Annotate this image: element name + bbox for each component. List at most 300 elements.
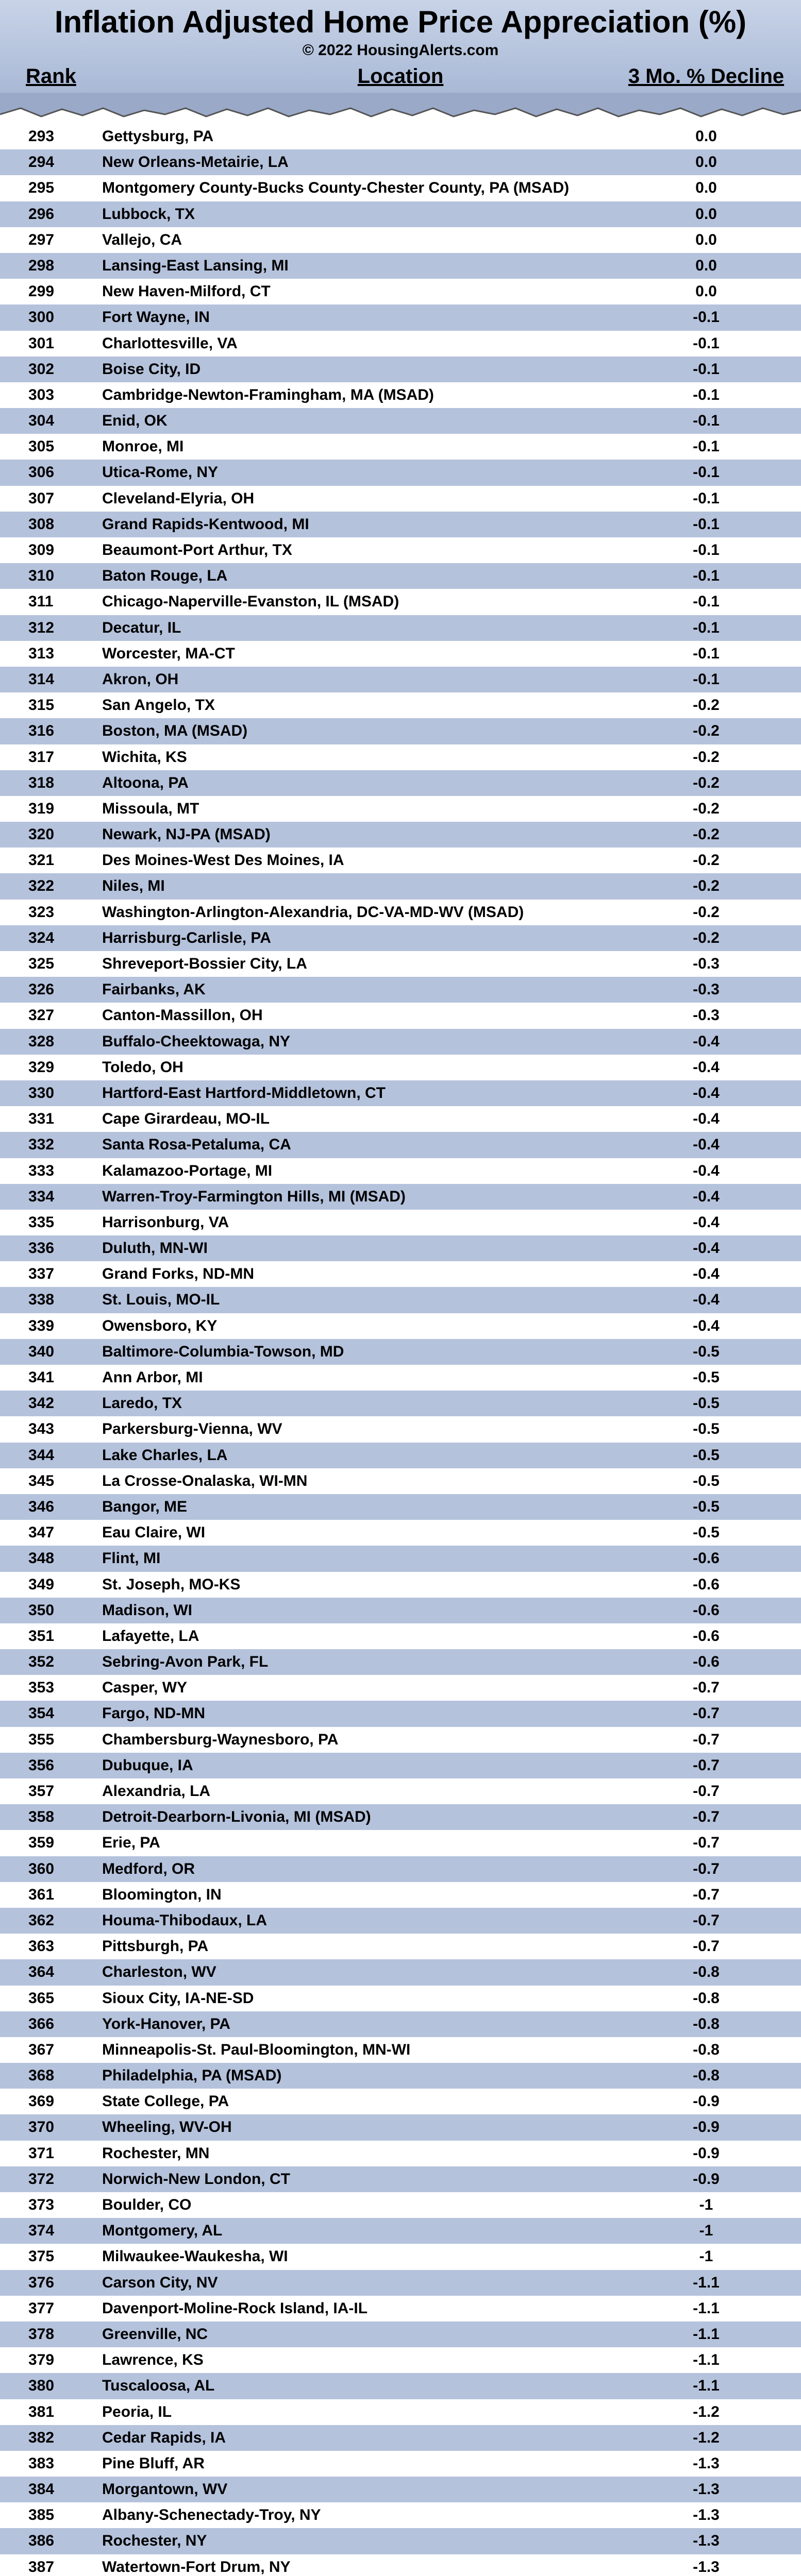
decline-value-cell: -0.1: [693, 360, 720, 378]
location-cell: Lake Charles, LA: [102, 1446, 228, 1464]
rank-cell: 297: [28, 231, 55, 248]
location-cell: Cambridge-Newton-Framingham, MA (MSAD): [102, 386, 434, 403]
table-row: [0, 2244, 801, 2269]
decline-value-cell: -0.2: [693, 877, 720, 895]
rank-cell: 342: [28, 1395, 55, 1412]
location-cell: Flint, MI: [102, 1550, 161, 1567]
location-cell: Milwaukee-Waukesha, WI: [102, 2248, 288, 2265]
rank-cell: 320: [28, 826, 55, 843]
decline-value-cell: -1: [699, 2248, 713, 2265]
table-row: [0, 1856, 801, 1882]
location-cell: New Haven-Milford, CT: [102, 283, 271, 300]
table-row: [0, 357, 801, 382]
table-row: [0, 124, 801, 149]
location-cell: Beaumont-Port Arthur, TX: [102, 541, 292, 558]
rank-cell: 321: [28, 852, 55, 869]
location-cell: Baton Rouge, LA: [102, 567, 228, 585]
decline-value-cell: -1: [699, 2222, 713, 2240]
rank-cell: 356: [28, 1756, 55, 1774]
rank-cell: 319: [28, 800, 55, 817]
decline-value-cell: -0.6: [693, 1601, 720, 1619]
rank-cell: 347: [28, 1524, 55, 1541]
location-cell: Niles, MI: [102, 877, 165, 895]
decline-value-cell: -0.7: [693, 1679, 720, 1697]
location-cell: Worcester, MA-CT: [102, 645, 235, 662]
table-row: [0, 1416, 801, 1442]
location-cell: Watertown-Fort Drum, NY: [102, 2558, 291, 2575]
decline-value-cell: -1.3: [693, 2558, 720, 2575]
location-cell: Monroe, MI: [102, 438, 184, 455]
rank-cell: 373: [28, 2196, 55, 2213]
table-row: [0, 279, 801, 304]
rank-cell: 340: [28, 1343, 55, 1360]
rank-cell: 360: [28, 1860, 55, 1877]
rank-cell: 377: [28, 2299, 55, 2317]
table-row: [0, 1727, 801, 1753]
decline-value-cell: -0.2: [693, 852, 720, 869]
decline-value-cell: -0.2: [693, 826, 720, 843]
rank-cell: 371: [28, 2144, 55, 2162]
decline-value-cell: 0.0: [695, 283, 717, 300]
table-row: [0, 1210, 801, 1235]
rank-cell: 341: [28, 1369, 55, 1386]
table-row: [0, 1443, 801, 1468]
decline-value-cell: -0.8: [693, 1989, 720, 2007]
rank-cell: 324: [28, 929, 55, 946]
decline-value-cell: -1.3: [693, 2454, 720, 2472]
rank-cell: 295: [28, 179, 55, 197]
table-row: [0, 1494, 801, 1520]
decline-value-cell: -0.7: [693, 1783, 720, 1800]
decline-value-cell: -0.1: [693, 619, 720, 636]
rank-cell: 304: [28, 412, 55, 430]
location-cell: Akron, OH: [102, 670, 179, 688]
location-cell: Missoula, MT: [102, 800, 199, 817]
location-cell: Des Moines-West Des Moines, IA: [102, 852, 344, 869]
table-row: [0, 1003, 801, 1028]
table-row: [0, 434, 801, 460]
location-cell: Harrisonburg, VA: [102, 1213, 229, 1231]
decline-value-cell: -0.7: [693, 1756, 720, 1774]
table-row: [0, 1598, 801, 1623]
rank-cell: 315: [28, 697, 55, 714]
rank-cell: 325: [28, 955, 55, 972]
location-cell: Cleveland-Elyria, OH: [102, 489, 255, 507]
table-row: [0, 589, 801, 615]
table-row: [0, 1029, 801, 1055]
decline-value-cell: -0.4: [693, 1084, 720, 1101]
table-row: [0, 2554, 801, 2576]
table-row: [0, 1468, 801, 1494]
rank-cell: 334: [28, 1188, 55, 1205]
location-cell: Davenport-Moline-Rock Island, IA-IL: [102, 2299, 368, 2317]
rank-cell: 328: [28, 1032, 55, 1050]
table-row: [0, 1778, 801, 1804]
rank-cell: 335: [28, 1213, 55, 1231]
decline-value-cell: -0.7: [693, 1911, 720, 1929]
location-cell: Warren-Troy-Farmington Hills, MI (MSAD): [102, 1188, 406, 1205]
table-row: [0, 2373, 801, 2399]
table-row: [0, 2218, 801, 2244]
location-cell: Casper, WY: [102, 1679, 188, 1697]
table-row: [0, 2089, 801, 2114]
location-cell: Toledo, OH: [102, 1058, 183, 1076]
location-cell: Duluth, MN-WI: [102, 1240, 208, 1257]
rank-cell: 355: [28, 1731, 55, 1748]
table-row: [0, 2477, 801, 2502]
rank-cell: 294: [28, 154, 55, 171]
rank-cell: 375: [28, 2248, 55, 2265]
rank-cell: 381: [28, 2403, 55, 2420]
rank-cell: 323: [28, 903, 55, 921]
rank-cell: 331: [28, 1110, 55, 1128]
rank-cell: 369: [28, 2093, 55, 2110]
table-row: [0, 2114, 801, 2140]
table-row: [0, 692, 801, 718]
location-cell: Cedar Rapids, IA: [102, 2429, 226, 2446]
decline-value-cell: -1.2: [693, 2403, 720, 2420]
rank-cell: 329: [28, 1058, 55, 1076]
table-row: [0, 822, 801, 848]
table-row: [0, 1908, 801, 1934]
location-cell: Vallejo, CA: [102, 231, 182, 248]
table-row: [0, 1106, 801, 1132]
location-cell: Ann Arbor, MI: [102, 1369, 203, 1386]
decline-value-cell: -0.2: [693, 722, 720, 740]
rank-cell: 293: [28, 128, 55, 145]
decline-value-cell: -0.1: [693, 386, 720, 403]
location-cell: Carson City, NV: [102, 2274, 218, 2291]
decline-value-cell: -0.1: [693, 593, 720, 611]
decline-value-cell: -0.6: [693, 1627, 720, 1645]
table-row: [0, 667, 801, 692]
table-row: [0, 1546, 801, 1571]
location-cell: Laredo, TX: [102, 1395, 182, 1412]
decline-value-cell: -0.6: [693, 1550, 720, 1567]
table-row: [0, 1753, 801, 1778]
rank-cell: 364: [28, 1963, 55, 1981]
torn-edge-divider: [0, 93, 801, 124]
decline-value-cell: -0.1: [693, 309, 720, 326]
rank-cell: 299: [28, 283, 55, 300]
location-cell: Pittsburgh, PA: [102, 1938, 209, 1955]
location-cell: Pine Bluff, AR: [102, 2454, 205, 2472]
decline-value-cell: -0.8: [693, 1963, 720, 1981]
location-cell: Albany-Schenectady-Troy, NY: [102, 2506, 321, 2524]
decline-value-cell: -0.1: [693, 541, 720, 558]
rank-cell: 330: [28, 1084, 55, 1101]
location-cell: Baltimore-Columbia-Towson, MD: [102, 1343, 344, 1360]
location-cell: Utica-Rome, NY: [102, 464, 219, 481]
rank-cell: 345: [28, 1472, 55, 1489]
rank-cell: 365: [28, 1989, 55, 2007]
page-title: Inflation Adjusted Home Price Appreciation (%): [54, 5, 747, 39]
table-row: [0, 2037, 801, 2063]
rank-cell: 382: [28, 2429, 55, 2446]
decline-value-cell: -0.7: [693, 1705, 720, 1722]
location-cell: Lafayette, LA: [102, 1627, 199, 1645]
decline-value-cell: -0.7: [693, 1808, 720, 1826]
table-row: [0, 1261, 801, 1287]
table-row: [0, 537, 801, 563]
decline-value-cell: -0.8: [693, 2015, 720, 2032]
rank-cell: 362: [28, 1911, 55, 1929]
rank-cell: 308: [28, 515, 55, 533]
rank-cell: 310: [28, 567, 55, 585]
location-cell: Newark, NJ-PA (MSAD): [102, 826, 271, 843]
table-row: [0, 1184, 801, 1210]
decline-value-cell: -0.4: [693, 1162, 720, 1179]
table-row: [0, 201, 801, 227]
rank-cell: 311: [28, 593, 54, 611]
decline-value-cell: -0.5: [693, 1472, 720, 1489]
table-row: [0, 925, 801, 951]
decline-value-cell: -0.1: [693, 464, 720, 481]
rank-cell: 309: [28, 541, 55, 558]
location-cell: Morgantown, WV: [102, 2481, 228, 2498]
table-row: [0, 2166, 801, 2192]
table-row: [0, 563, 801, 589]
decline-value-cell: -0.2: [693, 748, 720, 766]
table-row: [0, 1132, 801, 1158]
decline-value-cell: -0.5: [693, 1369, 720, 1386]
rank-cell: 383: [28, 2454, 55, 2472]
location-cell: Montgomery County-Bucks County-Chester County, PA (MSAD): [102, 179, 570, 197]
table-row: [0, 1649, 801, 1675]
rank-cell: 361: [28, 1886, 55, 1903]
location-cell: Buffalo-Cheektowaga, NY: [102, 1032, 291, 1050]
location-cell: Tuscaloosa, AL: [102, 2377, 215, 2395]
rank-cell: 363: [28, 1938, 55, 1955]
rank-cell: 349: [28, 1575, 55, 1593]
decline-value-cell: -0.1: [693, 670, 720, 688]
table-row: [0, 2425, 801, 2451]
table-row: [0, 2451, 801, 2477]
location-cell: Dubuque, IA: [102, 1756, 193, 1774]
table-row: [0, 2528, 801, 2554]
location-cell: Chicago-Naperville-Evanston, IL (MSAD): [102, 593, 399, 611]
table-row: [0, 1882, 801, 1908]
location-cell: St. Joseph, MO-KS: [102, 1575, 241, 1593]
table-row: [0, 2063, 801, 2089]
rank-cell: 346: [28, 1498, 55, 1515]
rank-cell: 357: [28, 1783, 55, 1800]
rank-cell: 301: [28, 334, 55, 352]
copyright-notice: © 2022 HousingAlerts.com: [302, 42, 499, 59]
location-cell: Canton-Massillon, OH: [102, 1007, 263, 1024]
rank-cell: 372: [28, 2170, 55, 2188]
table-row: [0, 1080, 801, 1106]
rank-cell: 385: [28, 2506, 55, 2524]
location-cell: Cape Girardeau, MO-IL: [102, 1110, 270, 1128]
decline-value-cell: -0.4: [693, 1110, 720, 1128]
rank-cell: 307: [28, 489, 55, 507]
decline-value-cell: 0.0: [695, 179, 717, 197]
table-row: [0, 1830, 801, 1856]
decline-value-cell: -0.1: [693, 412, 720, 430]
rank-cell: 350: [28, 1601, 55, 1619]
location-cell: Harrisburg-Carlisle, PA: [102, 929, 271, 946]
table-row: [0, 1520, 801, 1546]
rank-cell: 366: [28, 2015, 55, 2032]
rank-cell: 338: [28, 1291, 55, 1309]
location-cell: Greenville, NC: [102, 2325, 208, 2343]
decline-value-cell: -0.4: [693, 1317, 720, 1334]
rank-cell: 306: [28, 464, 55, 481]
decline-value-cell: -0.7: [693, 1834, 720, 1852]
table-row: [0, 2192, 801, 2218]
rank-cell: 353: [28, 1679, 55, 1697]
rank-cell: 359: [28, 1834, 55, 1852]
decline-value-cell: -0.2: [693, 929, 720, 946]
decline-value-cell: -0.4: [693, 1136, 720, 1154]
rank-cell: 348: [28, 1550, 55, 1567]
table-row: [0, 1055, 801, 1080]
location-cell: Detroit-Dearborn-Livonia, MI (MSAD): [102, 1808, 371, 1826]
decline-value-cell: -1.1: [693, 2299, 720, 2317]
location-cell: Bloomington, IN: [102, 1886, 222, 1903]
decline-value-cell: -0.5: [693, 1498, 720, 1515]
table-row: [0, 2399, 801, 2425]
table-row: [0, 1158, 801, 1184]
rank-cell: 370: [28, 2119, 55, 2136]
rank-cell: 314: [28, 670, 55, 688]
rank-cell: 327: [28, 1007, 55, 1024]
decline-value-cell: -0.1: [693, 515, 720, 533]
location-cell: Shreveport-Bossier City, LA: [102, 955, 307, 972]
location-cell: Enid, OK: [102, 412, 168, 430]
location-cell: La Crosse-Onalaska, WI-MN: [102, 1472, 308, 1489]
table-row: [0, 1701, 801, 1726]
rank-cell: 317: [28, 748, 55, 766]
decline-value-cell: 0.0: [695, 205, 717, 223]
rank-cell: 339: [28, 1317, 55, 1334]
location-cell: Norwich-New London, CT: [102, 2170, 290, 2188]
table-row: [0, 227, 801, 253]
location-cell: San Angelo, TX: [102, 697, 215, 714]
location-cell: New Orleans-Metairie, LA: [102, 154, 289, 171]
location-cell: Rochester, MN: [102, 2144, 210, 2162]
location-cell: Washington-Arlington-Alexandria, DC-VA-MD-WV (MSAD): [102, 903, 524, 921]
location-cell: Lawrence, KS: [102, 2351, 204, 2369]
table-row: [0, 2141, 801, 2166]
location-cell: Boise City, ID: [102, 360, 201, 378]
table-row: [0, 2347, 801, 2373]
decline-value-cell: -0.7: [693, 1731, 720, 1748]
location-cell: Boulder, CO: [102, 2196, 192, 2213]
rank-cell: 354: [28, 1705, 55, 1722]
table-row: [0, 331, 801, 357]
rank-cell: 387: [28, 2558, 55, 2575]
table-row: [0, 1934, 801, 1959]
table-row: [0, 1365, 801, 1391]
location-cell: Philadelphia, PA (MSAD): [102, 2067, 282, 2084]
decline-value-cell: -1.3: [693, 2506, 720, 2524]
table-row: [0, 1287, 801, 1313]
table-row: [0, 304, 801, 330]
rank-cell: 298: [28, 257, 55, 274]
location-cell: Peoria, IL: [102, 2403, 172, 2420]
decline-value-cell: -0.9: [693, 2093, 720, 2110]
table-row: [0, 1235, 801, 1261]
decline-value-cell: -0.4: [693, 1188, 720, 1205]
location-cell: Lubbock, TX: [102, 205, 195, 223]
rank-cell: 296: [28, 205, 55, 223]
location-cell: Chambersburg-Waynesboro, PA: [102, 1731, 339, 1748]
table-row: [0, 848, 801, 873]
rank-cell: 376: [28, 2274, 55, 2291]
location-cell: Boston, MA (MSAD): [102, 722, 248, 740]
table-row: [0, 1986, 801, 2011]
decline-value-cell: -0.5: [693, 1395, 720, 1412]
location-cell: Alexandria, LA: [102, 1783, 211, 1800]
location-cell: Eau Claire, WI: [102, 1524, 206, 1541]
table-row: [0, 408, 801, 434]
rank-cell: 358: [28, 1808, 55, 1826]
decline-value-cell: -0.7: [693, 1860, 720, 1877]
decline-value-cell: -0.5: [693, 1446, 720, 1464]
table-row: [0, 1313, 801, 1339]
rank-cell: 302: [28, 360, 55, 378]
decline-value-cell: 0.0: [695, 257, 717, 274]
table-row: [0, 951, 801, 977]
decline-value-cell: -0.1: [693, 645, 720, 662]
location-cell: Hartford-East Hartford-Middletown, CT: [102, 1084, 386, 1101]
location-cell: Lansing-East Lansing, MI: [102, 257, 289, 274]
table-row: [0, 900, 801, 925]
location-cell: Sioux City, IA-NE-SD: [102, 1989, 254, 2007]
table-header: [0, 0, 801, 93]
table-row: [0, 1623, 801, 1649]
table-row: [0, 149, 801, 175]
decline-value-cell: -0.3: [693, 1007, 720, 1024]
rank-cell: 352: [28, 1653, 55, 1671]
location-cell: Madison, WI: [102, 1601, 192, 1619]
table-row: [0, 1572, 801, 1598]
location-cell: Gettysburg, PA: [102, 128, 214, 145]
table-row: [0, 641, 801, 667]
location-cell: St. Louis, MO-IL: [102, 1291, 220, 1309]
location-cell: Sebring-Avon Park, FL: [102, 1653, 269, 1671]
rank-cell: 303: [28, 386, 55, 403]
rank-cell: 378: [28, 2325, 55, 2343]
rank-cell: 336: [28, 1240, 55, 1257]
decline-value-cell: -0.7: [693, 1886, 720, 1903]
location-cell: Charlottesville, VA: [102, 334, 238, 352]
rank-cell: 333: [28, 1162, 55, 1179]
decline-value-cell: -0.9: [693, 2119, 720, 2136]
location-cell: Owensboro, KY: [102, 1317, 218, 1334]
decline-value-cell: -0.4: [693, 1265, 720, 1283]
rank-cell: 343: [28, 1420, 55, 1438]
table-row: [0, 718, 801, 744]
decline-value-cell: -1.1: [693, 2377, 720, 2395]
decline-value-cell: -1: [699, 2196, 713, 2213]
rank-cell: 305: [28, 438, 55, 455]
location-cell: Rochester, NY: [102, 2532, 207, 2550]
location-cell: Houma-Thibodaux, LA: [102, 1911, 267, 1929]
rank-cell: 380: [28, 2377, 55, 2395]
table-row: [0, 253, 801, 279]
decline-value-cell: -0.3: [693, 981, 720, 998]
table-row: [0, 1339, 801, 1365]
table-row: [0, 512, 801, 537]
table-row: [0, 2296, 801, 2321]
rank-cell: 322: [28, 877, 55, 895]
table-row: [0, 175, 801, 201]
decline-value-cell: -0.2: [693, 903, 720, 921]
decline-value-cell: -0.6: [693, 1575, 720, 1593]
